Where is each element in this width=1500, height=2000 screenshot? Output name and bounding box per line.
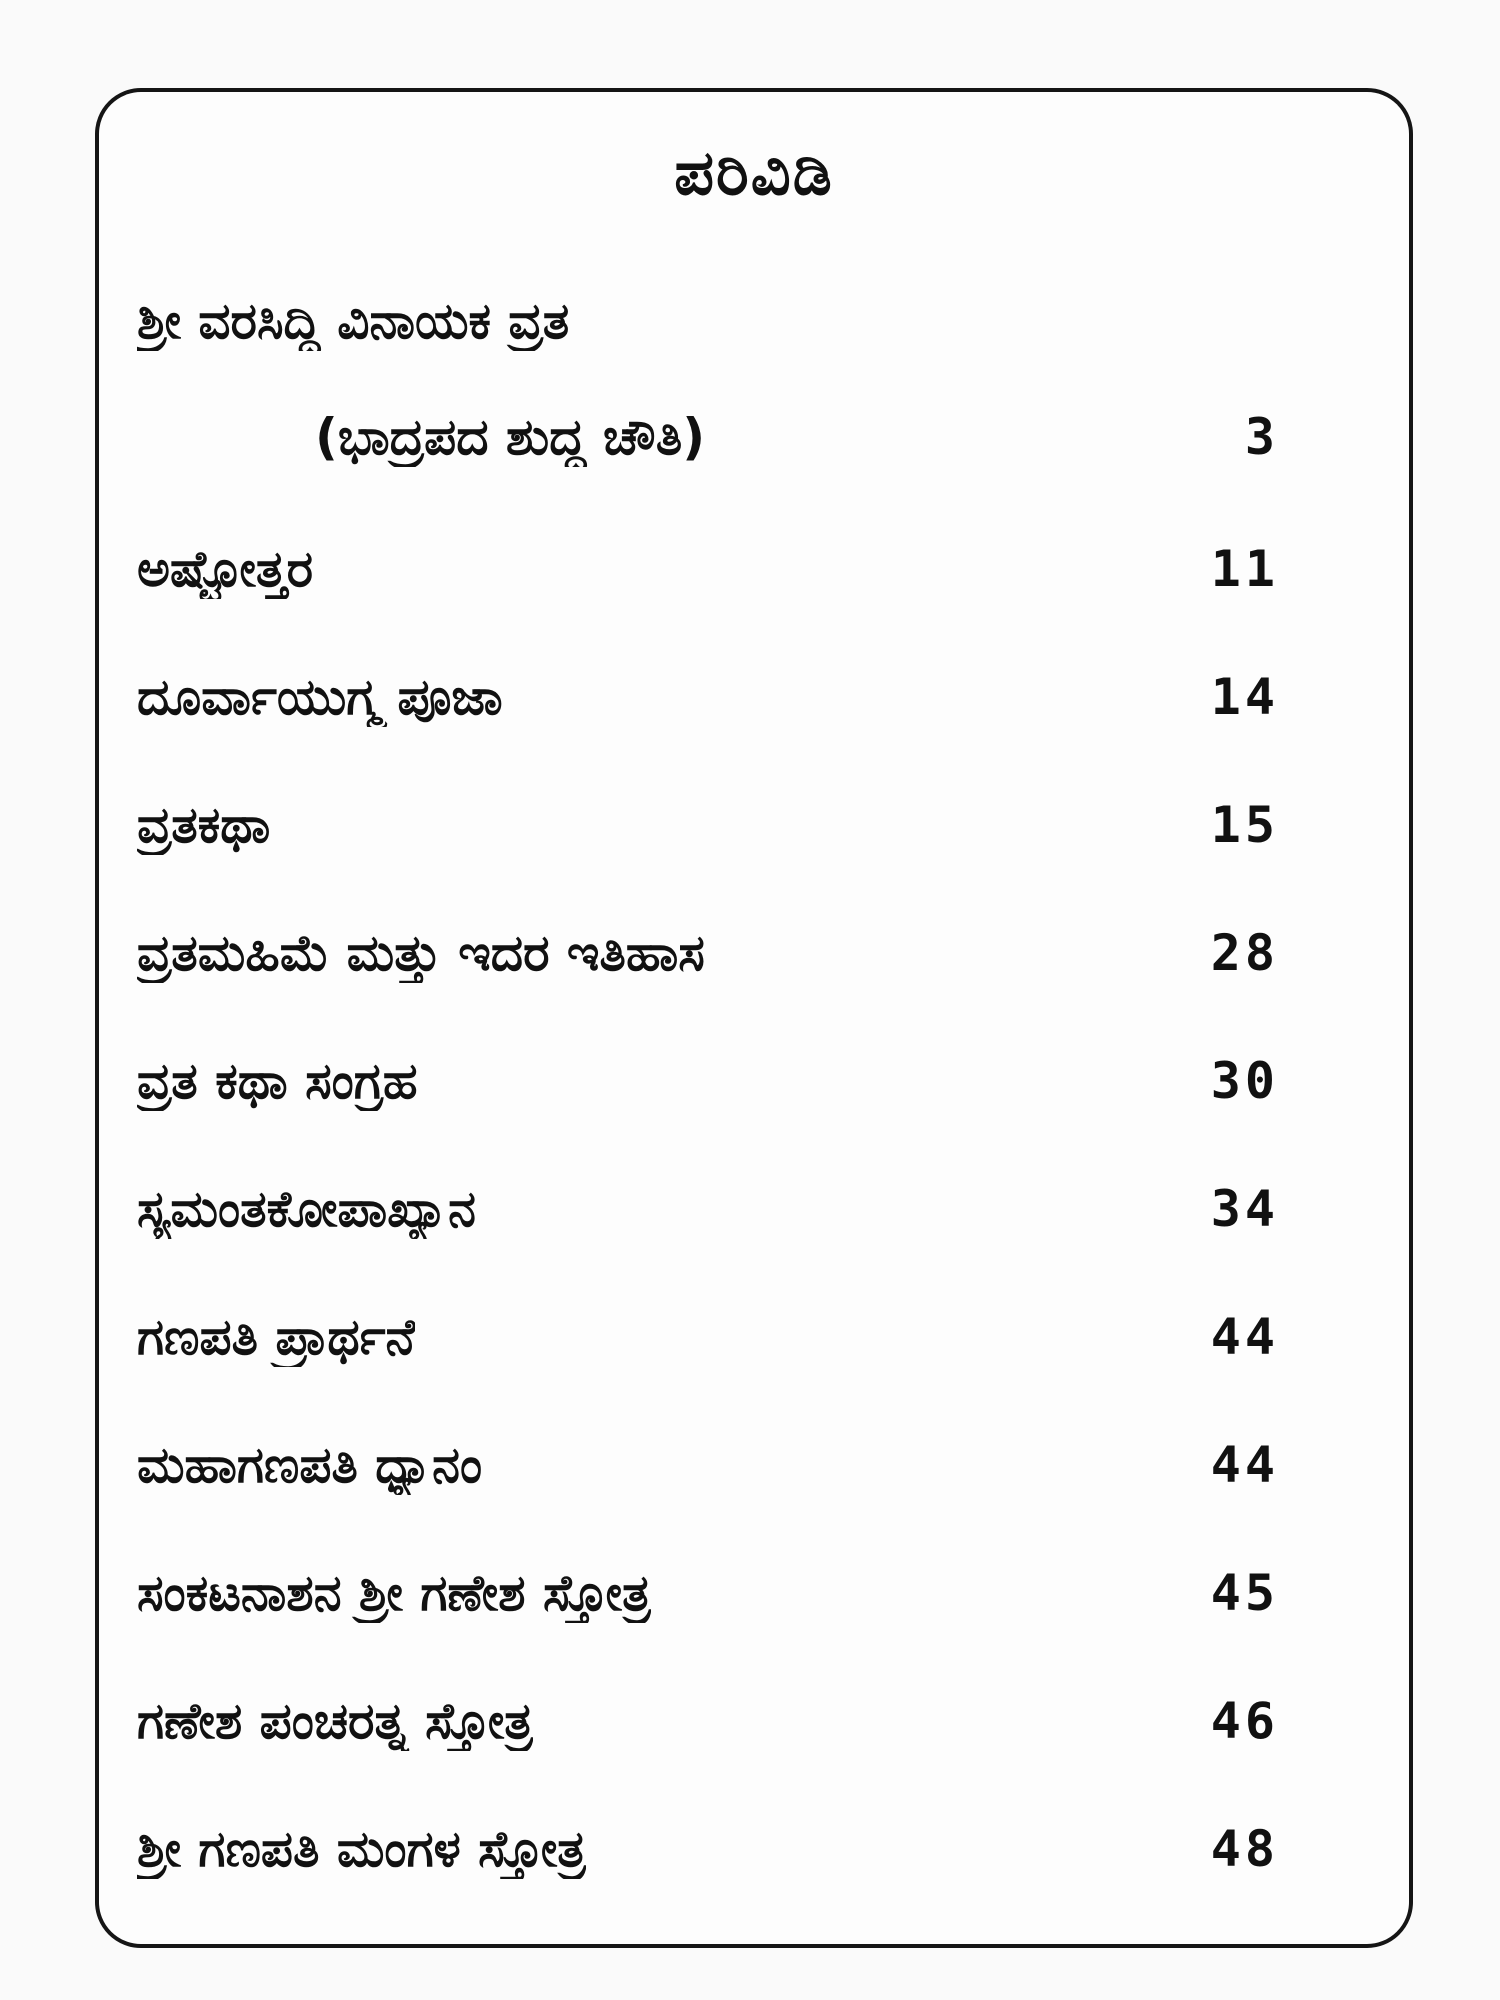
toc-page-number: 14 [1210, 668, 1279, 726]
toc-entry-label: ಗಣಪತಿ ಪ್ರಾರ್ಥನೆ [137, 1308, 416, 1366]
toc-page-number: 46 [1210, 1692, 1279, 1750]
toc-row-10 [137, 1401, 1279, 1529]
toc-entry-label: ಸಂಕಟನಾಶನ ಶ್ರೀ ಗಣೇಶ ಸ್ತೋತ್ರ [137, 1564, 651, 1622]
toc-entry-label: (ಭಾದ್ರಪದ ಶುದ್ಧ ಚೌತಿ) [315, 408, 706, 466]
toc-entry-label: ವ್ರತಮಹಿಮೆ ಮತ್ತು ಇದರ ಇತಿಹಾಸ [137, 924, 705, 982]
toc-row-2 [137, 377, 1279, 505]
toc-row-13 [137, 1785, 1279, 1913]
table-of-contents [137, 257, 1279, 1913]
toc-entry-label: ಶ್ರೀ ವರಸಿದ್ಧಿ ವಿನಾಯಕ ವ್ರತ [137, 292, 570, 350]
toc-page-number: 3 [1244, 408, 1279, 466]
toc-page-number: 15 [1210, 796, 1279, 854]
toc-row-5 [137, 761, 1279, 889]
toc-row-6 [137, 889, 1279, 1017]
toc-entry-label: ಸ್ಯಮಂತಕೋಪಾಖ್ಯಾನ [137, 1180, 476, 1238]
toc-page-number: 30 [1210, 1052, 1279, 1110]
toc-row-11 [137, 1529, 1279, 1657]
toc-entry-label: ಶ್ರೀ ಗಣಪತಿ ಮಂಗಳ ಸ್ತೋತ್ರ [137, 1820, 586, 1878]
toc-page-number: 44 [1210, 1436, 1279, 1494]
toc-row-1 [137, 257, 1279, 377]
toc-row-3 [137, 505, 1279, 633]
toc-page-number: 11 [1210, 540, 1279, 598]
toc-page-number: 34 [1210, 1180, 1279, 1238]
toc-entry-label: ವ್ರತಕಥಾ [137, 796, 271, 854]
toc-page-number: 48 [1210, 1820, 1279, 1878]
page-title: ಪರಿವಿಡಿ [674, 136, 834, 209]
toc-page-number: 28 [1210, 924, 1279, 982]
toc-row-4 [137, 633, 1279, 761]
toc-page-number: 45 [1210, 1564, 1279, 1622]
toc-row-8 [137, 1145, 1279, 1273]
toc-row-9 [137, 1273, 1279, 1401]
toc-entry-label: ಮಹಾಗಣಪತಿ ಧ್ಯಾನಂ [137, 1436, 483, 1494]
toc-entry-label: ದೂರ್ವಾಯುಗ್ಮ ಪೂಜಾ [137, 668, 503, 726]
toc-page-number: 44 [1210, 1308, 1279, 1366]
toc-row-7 [137, 1017, 1279, 1145]
toc-entry-label: ಗಣೇಶ ಪಂಚರತ್ನ ಸ್ತೋತ್ರ [137, 1692, 533, 1750]
toc-entry-label: ಅಷ್ಟೋತ್ತರ [137, 540, 314, 598]
toc-row-12 [137, 1657, 1279, 1785]
toc-entry-label: ವ್ರತ ಕಥಾ ಸಂಗ್ರಹ [137, 1052, 418, 1110]
contents-frame [95, 88, 1413, 1948]
